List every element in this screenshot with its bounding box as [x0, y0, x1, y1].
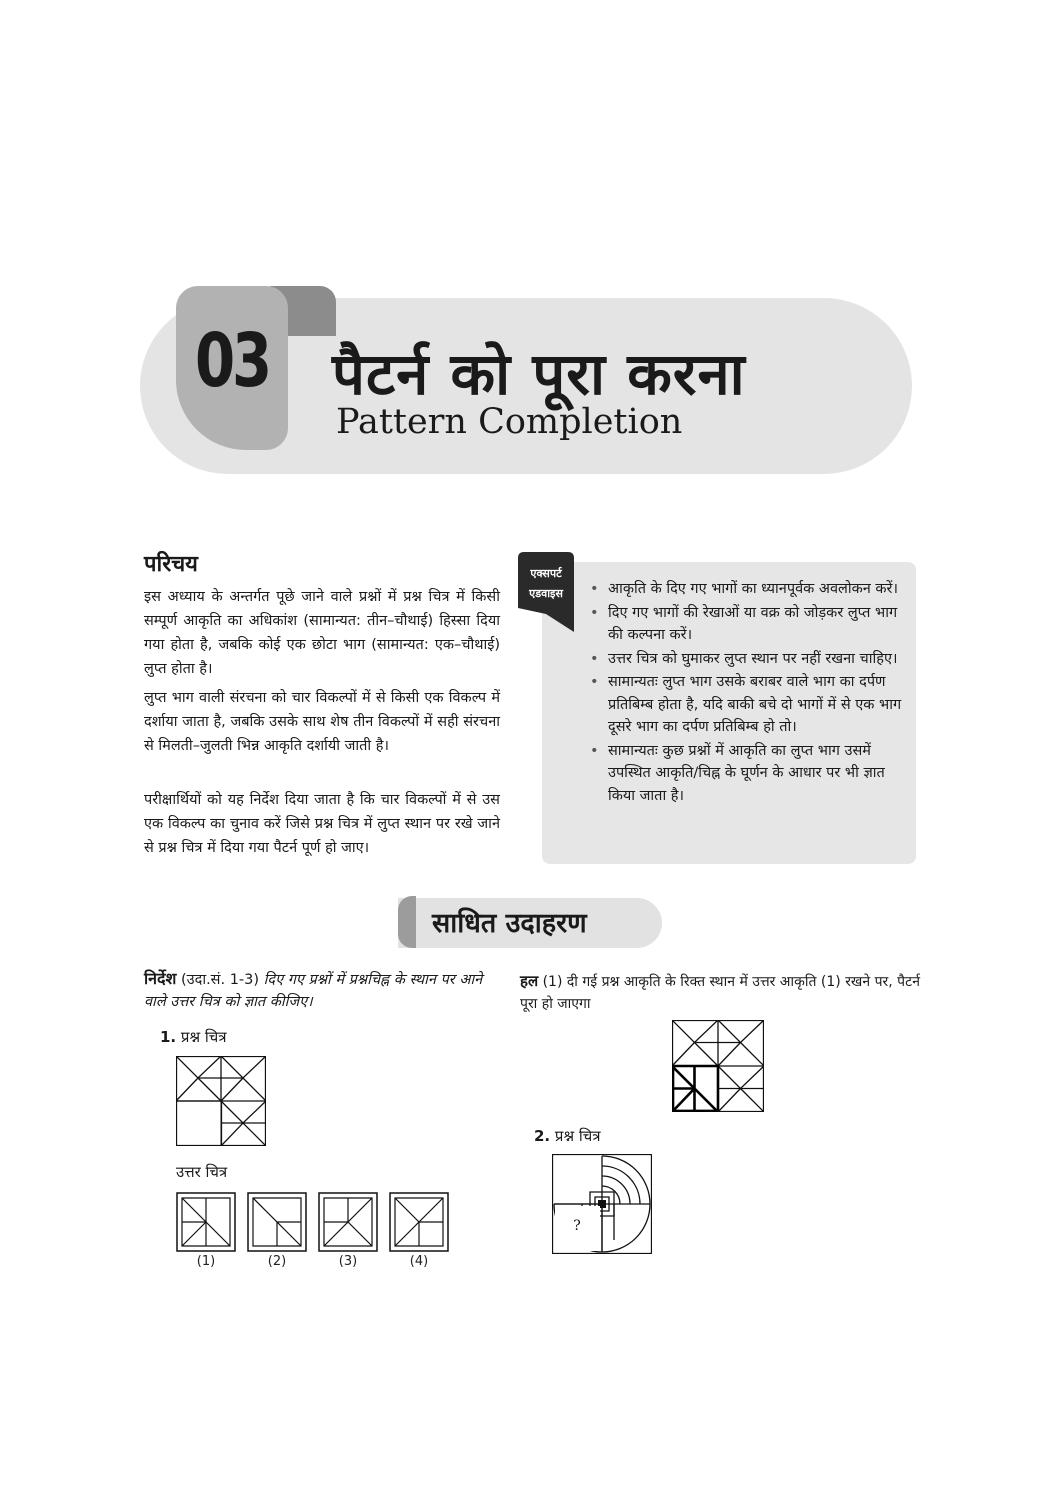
question-2-number: 2.	[534, 1127, 551, 1145]
question-2-figure	[552, 1154, 652, 1254]
option-1-label: (1)	[196, 1254, 216, 1269]
chapter-number: 03	[194, 318, 270, 404]
solved-examples-heading: साधित उदाहरण	[432, 908, 587, 939]
expert-tip: • उत्तर चित्र को घुमाकर लुप्त स्थान पर नहीं रखना चाहिए।	[590, 648, 908, 671]
expert-label-line2: एडवाइस	[529, 587, 563, 600]
question-2-question-mark: ?	[573, 1218, 581, 1234]
option-3-label: (3)	[338, 1254, 358, 1269]
intro-paragraph-1: इस अध्याय के अन्तर्गत पूछे जाने वाले प्रश्नों में प्रश्न चित्र में किसी सम्पूर्ण आकृति का अधिकांश (सामान्यत: तीन–चौथाई) हिस्सा दिया गया होता है, जबकि कोई एक छोटा भाग (सामान्यत: एक–चौथाई) लुप्त होता है।	[144, 589, 500, 677]
question-2-title: प्रश्न चित्र	[554, 1127, 601, 1145]
expert-tip: • सामान्यतः लुप्त भाग उसके बराबर वाले भाग का दर्पण प्रतिबिम्ब होता है, यदि बाकी बचे दो भागों में से एक भाग दूसरे भाग का दर्पण प्रतिबिम्ब हो तो।	[590, 671, 908, 739]
expert-tip: • आकृति के दिए गए भागों का ध्यानपूर्वक अवलोकन करें।	[590, 578, 908, 601]
option-1-figure[interactable]	[176, 1192, 236, 1252]
question-2-label	[534, 1126, 601, 1146]
direction-body: दिए गए प्रश्नों में प्रश्नचिह्न के स्थान पर आने वाले उत्तर चित्र को ज्ञात कीजिए।	[144, 972, 483, 1010]
chapter-title-english: Pattern Completion	[336, 402, 683, 442]
question-1-label	[160, 1027, 227, 1047]
intro-heading: परिचय	[144, 552, 198, 577]
option-2-figure[interactable]	[247, 1192, 307, 1252]
intro-paragraph-3: परीक्षार्थियों को यह निर्देश दिया जाता है कि चार विकल्पों में से उस एक विकल्प का चुनाव करें जिसे प्रश्न चित्र में लुप्त स्थान पर रखे जाने से प्रश्न चित्र में दिया गया पैटर्न पूर्ण हो जाए।	[144, 792, 500, 856]
expert-tips-list	[590, 578, 908, 808]
solved-examples-accent	[398, 896, 416, 948]
expert-tip: • दिए गए भागों की रेखाओं या वक्र को जोड़कर लुप्त भाग की कल्पना करें।	[590, 602, 908, 647]
solution-body: (1) दी गई प्रश्न आकृति के रिक्त स्थान में उत्तर आकृति (1) रखने पर, पैटर्न पूरा हो जाएगा	[520, 974, 920, 1012]
direction-label: निर्देश	[144, 969, 177, 988]
intro-paragraph-2: लुप्त भाग वाली संरचना को चार विकल्पों में से किसी एक विकल्प में दर्शाया जाता है, जबकि उसके साथ शेष तीन विकल्पों में सही संरचना से मिलती–जुलती भिन्न आकृति दर्शायी जाती है।	[144, 690, 500, 754]
option-4-label: (4)	[409, 1254, 429, 1269]
expert-label-line1: एक्सपर्ट	[530, 567, 562, 580]
question-1-number: 1.	[160, 1028, 177, 1046]
answer-figures-title: उत्तर चित्र	[176, 1163, 228, 1181]
option-3-figure[interactable]	[318, 1192, 378, 1252]
direction-ref: (उदा.सं. 1-3)	[181, 972, 260, 988]
question-1-title: प्रश्न चित्र	[180, 1028, 227, 1046]
direction-text	[144, 968, 506, 1013]
solution-label: हल	[520, 972, 539, 990]
option-4-figure[interactable]	[389, 1192, 449, 1252]
solution-figure	[672, 1020, 764, 1112]
chapter-title-hindi: पैटर्न को पूरा करना	[332, 340, 746, 408]
solution-text	[520, 970, 920, 1015]
expert-tip: • सामान्यतः कुछ प्रश्नों में आकृति का लुप्त भाग उसमें उपस्थित आकृति/चिह्न के घूर्णन के आधार पर भी ज्ञात किया जाता है।	[590, 740, 908, 808]
question-1-figure	[176, 1056, 266, 1146]
option-2-label: (2)	[267, 1254, 287, 1269]
